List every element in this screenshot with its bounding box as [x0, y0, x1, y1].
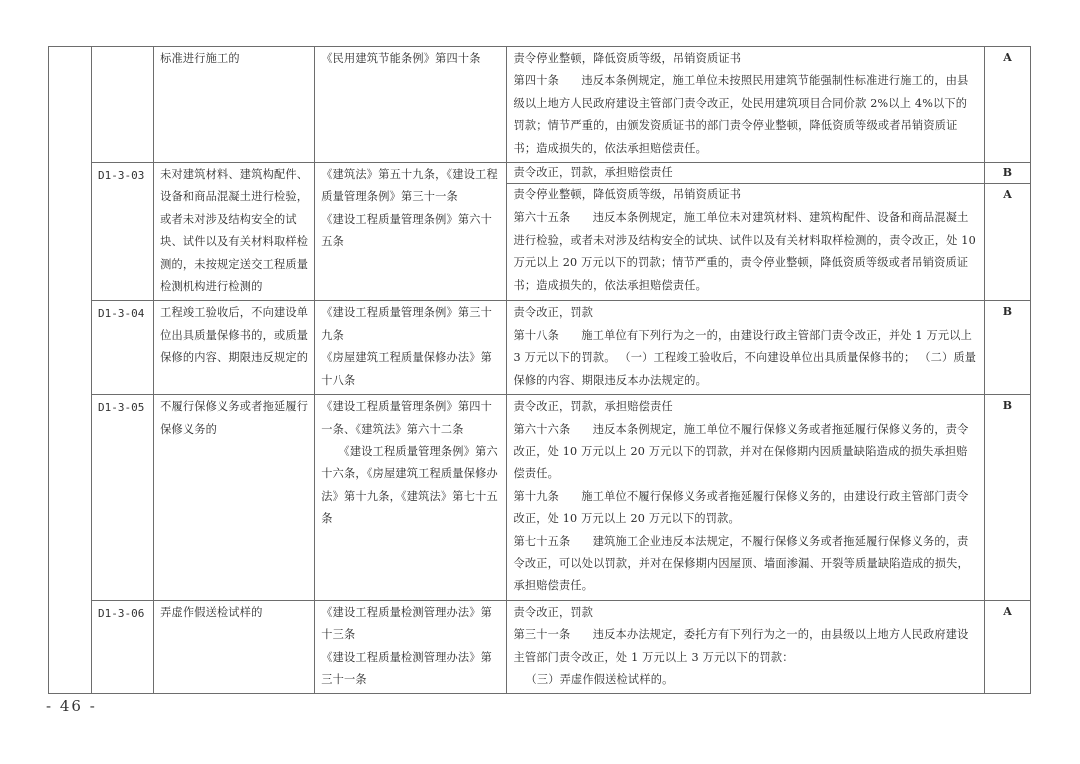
- grade-cell: [984, 395, 1030, 601]
- basis-text: 《建设工程质量管理条例》第六十五条: [321, 212, 493, 249]
- grade-badge: A: [1003, 188, 1012, 202]
- behavior-text: 工程竣工验收后，不向建设单位出具质量保修书的，或质量保修的内容、期限违反规定的: [160, 306, 309, 365]
- behavior-cell: [154, 395, 315, 601]
- code-cell: [92, 47, 154, 163]
- article-number: 第十九条: [513, 489, 559, 503]
- basis-cell: [315, 163, 507, 301]
- behavior-text: 未对建筑材料、建筑构配件、设备和商品混凝土进行检验，或者未对涉及结构安全的试块、试件以及有关材料取样检测的，未按规定送交工程质量检测机构进行检测的: [160, 168, 309, 294]
- behavior-cell: [154, 301, 315, 395]
- grade-badge: A: [1003, 51, 1012, 64]
- basis-text: 《建设工程质量管理条例》第三十九条: [321, 306, 493, 342]
- article-text: 第七十五条 建筑施工企业违反本法规定，不履行保修义务或者拖延履行保修义务的，责令改正，可以处以罚款，并对在保修期内因屋顶、墙面渗漏、开裂等质量缺陷造成的损失，承担赔偿责任。: [513, 534, 969, 593]
- grade-cell: [984, 301, 1030, 395]
- article-text: （三）弄虚作假送检试样的。: [525, 672, 674, 686]
- table-row: [49, 301, 1031, 395]
- basis-text: 《建设工程质量检测管理办法》第三十一条: [321, 650, 493, 686]
- basis-text: 《建设工程质量检测管理办法》第十三条: [321, 605, 493, 642]
- basis-text: 《建筑法》第五十九条，《建设工程质量管理条例》第三十一条: [321, 168, 498, 204]
- penalty-summary: 责令改正，罚款，承担赔偿责任: [513, 400, 673, 414]
- article-text: 第六十五条 违反本条例规定，施工单位未对建筑材料、建筑构配件、设备和商品混凝土进行检验，或者未对涉及结构安全的试块、试件以及有关材料取样检测的，责令改正，处 10 万元以上 20 万元以下的罚款；情节严重的，责令停业整顿，降低资质等级或者吊销资质证书；造成损失的，依法承担赔偿责任。: [513, 211, 976, 292]
- grade-cell: [984, 184, 1030, 301]
- article-text: 第六十六条 违反本条例规定，施工单位不履行保修义务或者拖延履行保修义务的，责令改正，处 10 万元以上 20 万元以下的罚款，并对在保修期内因质量缺陷造成的损失承担赔偿责任。: [513, 422, 969, 481]
- behavior-text: 不履行保修义务或者拖延履行保修义务的: [160, 400, 309, 436]
- penalty-cell: [507, 395, 984, 601]
- grade-cell: [984, 600, 1030, 694]
- basis-cell: [315, 395, 507, 601]
- table-row: [49, 47, 1031, 163]
- penalty-table: [48, 46, 1031, 694]
- article-text: 第三十一条 违反本办法规定，委托方有下列行为之一的，由县级以上地方人民政府建设主管部门责令改正，处 1 万元以上 3 万元以下的罚款：: [513, 628, 969, 664]
- grade-badge: B: [1002, 305, 1013, 319]
- penalty-summary: 责令停业整顿，降低资质等级，吊销资质证书: [513, 188, 742, 202]
- article-number: 第七十五条: [513, 534, 571, 548]
- penalty-summary: 责令改正，罚款: [513, 306, 594, 320]
- grade-cell: [984, 47, 1030, 163]
- basis-text: 《建设工程质量管理条例》第六十六条，《房屋建筑工程质量保修办法》第十九条，《建筑法》第七十五条: [321, 444, 498, 526]
- basis-cell: [315, 301, 507, 395]
- grade-badge: B: [1002, 166, 1013, 180]
- table-row: [49, 600, 1031, 694]
- penalty-cell: [507, 47, 984, 163]
- penalty-summary: 责令改正，罚款，承担赔偿责任: [513, 166, 673, 180]
- penalty-summary: 责令改正，罚款: [513, 605, 594, 619]
- code-cell: D1-3-06: [92, 600, 154, 694]
- code-cell: D1-3-04: [92, 301, 154, 395]
- behavior-cell: [154, 47, 315, 163]
- basis-text: 《房屋建筑工程质量保修办法》第十八条: [321, 351, 493, 387]
- code-cell: D1-3-03: [92, 163, 154, 301]
- grade-badge: B: [1002, 399, 1013, 413]
- behavior-cell: [154, 600, 315, 694]
- behavior-cell: [154, 163, 315, 301]
- code-cell: D1-3-05: [92, 395, 154, 601]
- article-number: 第六十六条: [513, 422, 571, 436]
- behavior-text: 标准进行施工的: [160, 52, 240, 65]
- basis-cell: [315, 47, 507, 163]
- article-text: 第十九条 施工单位不履行保修义务或者拖延履行保修义务的，由建设行政主管部门责令改正，处 10 万元以上 20 万元以下的罚款。: [513, 489, 969, 526]
- basis-cell: [315, 600, 507, 694]
- page-number: - 46 -: [46, 697, 97, 715]
- outer-category-cell: [49, 47, 92, 694]
- penalty-cell: [507, 184, 984, 301]
- penalty-cell: [507, 301, 984, 395]
- basis-text: 《建设工程质量管理条例》第四十一条、《建筑法》第六十二条: [321, 400, 493, 436]
- article-text: 第十八条 施工单位有下列行为之一的，由建设行政主管部门责令改正，并处 1 万元以上 3 万元以下的罚款。 （一）工程竣工验收后，不向建设单位出具质量保修书的； （二）质量保修的内容、期限违反本办法规定的。: [513, 328, 977, 387]
- article-number: 第三十一条: [513, 628, 571, 642]
- article-number: 第四十条: [513, 74, 559, 88]
- table-row: [49, 395, 1031, 601]
- table-row: [49, 163, 1031, 184]
- penalty-cell: [507, 163, 984, 184]
- grade-badge: A: [1003, 604, 1012, 618]
- grade-cell: [984, 163, 1030, 184]
- basis-text: 《民用建筑节能条例》第四十条: [321, 52, 481, 65]
- article-number: 第六十五条: [513, 211, 571, 225]
- article-text: 第四十条 违反本条例规定，施工单位未按照民用建筑节能强制性标准进行施工的，由县级以上地方人民政府建设主管部门责令改正，处民用建筑项目合同价款 2%以上 4%以下的罚款；情节严重的，由颁发资质证书的部门责令停业整顿，降低资质等级或者吊销资质证书；造成损失的，依法承担赔偿责任。: [513, 74, 969, 155]
- penalty-summary: 责令停业整顿，降低资质等级，吊销资质证书: [513, 52, 742, 65]
- penalty-cell: [507, 600, 984, 694]
- behavior-text: 弄虚作假送检试样的: [160, 605, 263, 619]
- article-number: 第十八条: [513, 328, 559, 342]
